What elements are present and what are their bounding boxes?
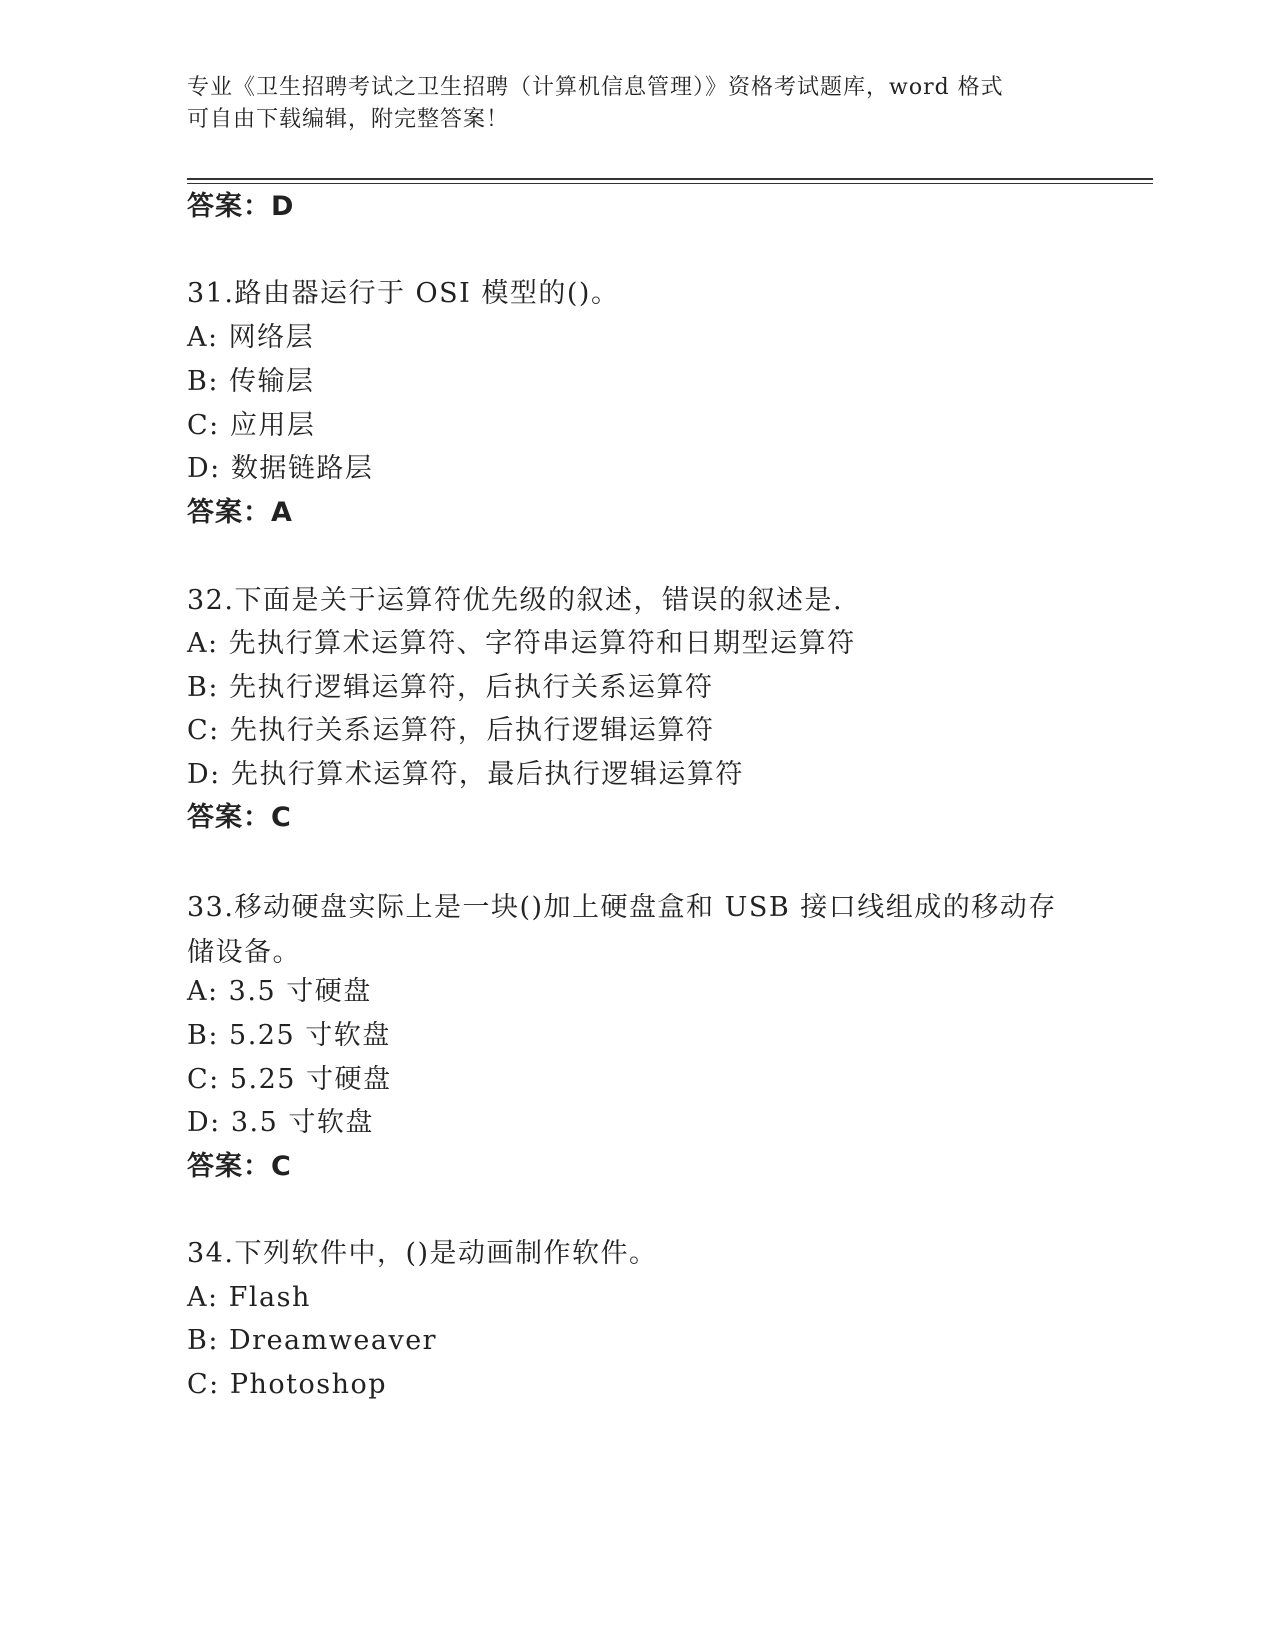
question-31-option-b: B: 传输层 bbox=[187, 366, 315, 397]
question-33-option-d: D: 3.5 寸软盘 bbox=[187, 1107, 374, 1138]
question-32-option-d: D: 先执行算术运算符，最后执行逻辑运算符 bbox=[187, 759, 744, 790]
question-34-option-c: C: Photoshop bbox=[187, 1369, 388, 1400]
question-31-option-a: A: 网络层 bbox=[187, 322, 315, 353]
header-line-2: 可自由下载编辑，附完整答案！ bbox=[187, 107, 510, 132]
question-32-option-b: B: 先执行逻辑运算符，后执行关系运算符 bbox=[187, 672, 714, 703]
question-32-stem: 32.下面是关于运算符优先级的叙述，错误的叙述是. bbox=[187, 585, 844, 616]
document-header bbox=[187, 72, 1067, 136]
answer-previous: 答案：D bbox=[187, 191, 295, 222]
question-32-option-c: C: 先执行关系运算符，后执行逻辑运算符 bbox=[187, 715, 715, 746]
question-33-answer: 答案：C bbox=[187, 1151, 292, 1182]
header-divider-thin bbox=[187, 183, 1153, 184]
header-divider-thick bbox=[187, 178, 1153, 180]
question-31-stem: 31.路由器运行于 OSI 模型的()。 bbox=[187, 278, 620, 309]
question-32-answer: 答案：C bbox=[187, 802, 292, 833]
question-31-option-c: C: 应用层 bbox=[187, 410, 316, 441]
header-line-1: 专业《卫生招聘考试之卫生招聘（计算机信息管理）》资格考试题库，word 格式 bbox=[187, 75, 1004, 100]
question-33-option-a: A: 3.5 寸硬盘 bbox=[187, 976, 372, 1007]
question-34-option-a: A: Flash bbox=[187, 1282, 311, 1313]
question-34-stem: 34.下列软件中，()是动画制作软件。 bbox=[187, 1238, 658, 1269]
question-32-option-a: A: 先执行算术运算符、字符串运算符和日期型运算符 bbox=[187, 628, 856, 659]
question-34-option-b: B: Dreamweaver bbox=[187, 1325, 438, 1356]
question-31-option-d: D: 数据链路层 bbox=[187, 453, 374, 484]
question-33-stem: 33.移动硬盘实际上是一块()加上硬盘盒和 USB 接口线组成的移动存储设备。 bbox=[187, 892, 1057, 968]
question-31-answer: 答案：A bbox=[187, 497, 293, 528]
question-33-option-b: B: 5.25 寸软盘 bbox=[187, 1020, 391, 1051]
question-33-option-c: C: 5.25 寸硬盘 bbox=[187, 1064, 392, 1095]
